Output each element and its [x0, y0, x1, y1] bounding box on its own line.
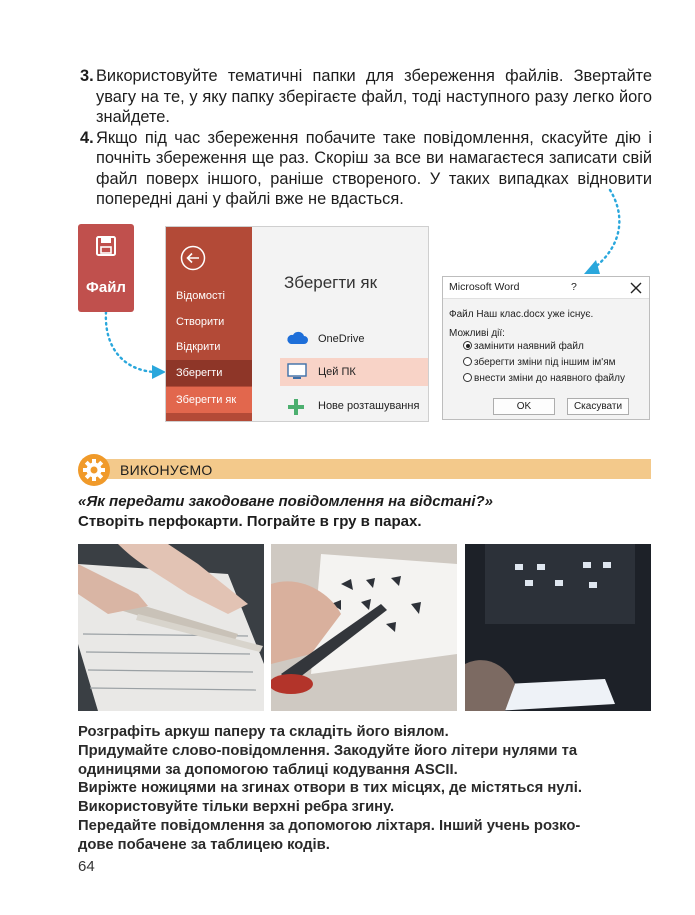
option-label: зберегти зміни під іншим ім'ям — [474, 357, 616, 368]
dialog-subtitle: Можливі дії: — [449, 328, 505, 339]
overwrite-dialog — [442, 276, 650, 420]
dialog-title: Microsoft Word — [449, 281, 520, 293]
list-item — [80, 66, 652, 128]
radio-icon — [463, 373, 472, 382]
section-title: ВИКОНУЄМО — [120, 462, 213, 478]
file-label: Файл — [86, 279, 126, 296]
photo-flashlight — [465, 544, 651, 711]
instruction-line: Виріжте ножицями на згинах отвори в тих місцях, де містяться нулі. — [78, 780, 582, 797]
task-question: «Як передати закодоване повідомлення на відстані?» — [78, 493, 493, 510]
location-this-pc[interactable] — [280, 358, 429, 386]
menu-item-save[interactable]: Зберегти — [166, 360, 252, 386]
save-as-title: Зберегти як — [284, 273, 378, 292]
option-save-as[interactable] — [463, 357, 615, 368]
word-backstage — [165, 226, 429, 422]
option-merge[interactable] — [463, 373, 625, 384]
dialog-header — [443, 277, 649, 299]
task-action: Створіть перфокарти. Пограйте в гру в парах. — [78, 513, 422, 530]
instruction-line: Розграфіть аркуш паперу та складіть його віялом. — [78, 724, 449, 740]
radio-icon — [463, 341, 472, 350]
option-label: замінити наявний файл — [474, 341, 584, 352]
section-icon-circle — [78, 454, 110, 486]
cloud-icon — [286, 330, 308, 346]
menu-item-info[interactable]: Відомості — [176, 290, 225, 302]
instructions — [78, 723, 652, 855]
arrow-to-dialog — [560, 186, 630, 280]
gear-icon — [78, 454, 110, 486]
instruction-line: Використовуйте тільки верхні ребра згину. — [78, 799, 395, 816]
close-icon[interactable] — [629, 281, 643, 295]
menu-item-save-as[interactable]: Зберегти як — [166, 387, 252, 413]
list-text: Якщо під час збереження побачите таке повідомлення, скасуйте дію і почніть збереження ще раз. Скоріш за все ви намагаєтеся записати свій файл поверх іншого, раніше створеного. У таких випадках відновити попередні дані у файлі вже не вдасться. — [96, 128, 652, 208]
ok-button[interactable]: OK — [493, 398, 555, 415]
help-button[interactable]: ? — [571, 281, 577, 293]
list-text: Використовуйте тематичні папки для збереження файлів. Звертайте увагу на те, у яку папку зберігаєте файл, тоді наступного разу легко його знайдете. — [96, 67, 652, 126]
photo-ruling-paper — [78, 544, 264, 711]
photo-cutting-holes — [271, 544, 457, 711]
backstage-main — [252, 227, 428, 421]
list-number: 3. — [80, 67, 94, 85]
plus-icon — [286, 397, 306, 417]
location-new[interactable] — [280, 392, 429, 420]
option-label: внести зміни до наявного файлу — [474, 373, 625, 384]
save-disk-icon — [96, 236, 116, 256]
location-label: Цей ПК — [318, 366, 356, 378]
location-onedrive[interactable] — [280, 325, 429, 353]
menu-item-new[interactable]: Створити — [176, 316, 225, 328]
radio-icon — [463, 357, 472, 366]
pc-icon — [286, 363, 308, 381]
location-label: OneDrive — [318, 333, 365, 345]
option-replace[interactable] — [463, 341, 584, 352]
file-tile[interactable] — [78, 224, 134, 312]
instruction-line: дове побачене за таблицею кодів. — [78, 836, 330, 853]
list-number: 4. — [80, 128, 94, 147]
instruction-line: одиницями за допомогою таблиці кодування ASCII. — [78, 761, 458, 778]
backstage-sidebar — [166, 227, 252, 421]
page-number: 64 — [78, 858, 95, 875]
back-arrow-icon[interactable] — [180, 245, 206, 271]
instruction-line: Передайте повідомлення за допомогою ліхтаря. Інший учень розко- — [78, 817, 581, 834]
dialog-message: Файл Наш клас.docx уже існує. — [449, 309, 594, 320]
instruction-line: Придумайте слово-повідомлення. Закодуйте його літери нулями та — [78, 742, 578, 759]
location-label: Нове розташування — [318, 400, 420, 412]
cancel-button[interactable]: Скасувати — [567, 398, 629, 415]
arrow-to-save — [96, 308, 168, 380]
menu-item-open[interactable]: Відкрити — [176, 341, 221, 353]
